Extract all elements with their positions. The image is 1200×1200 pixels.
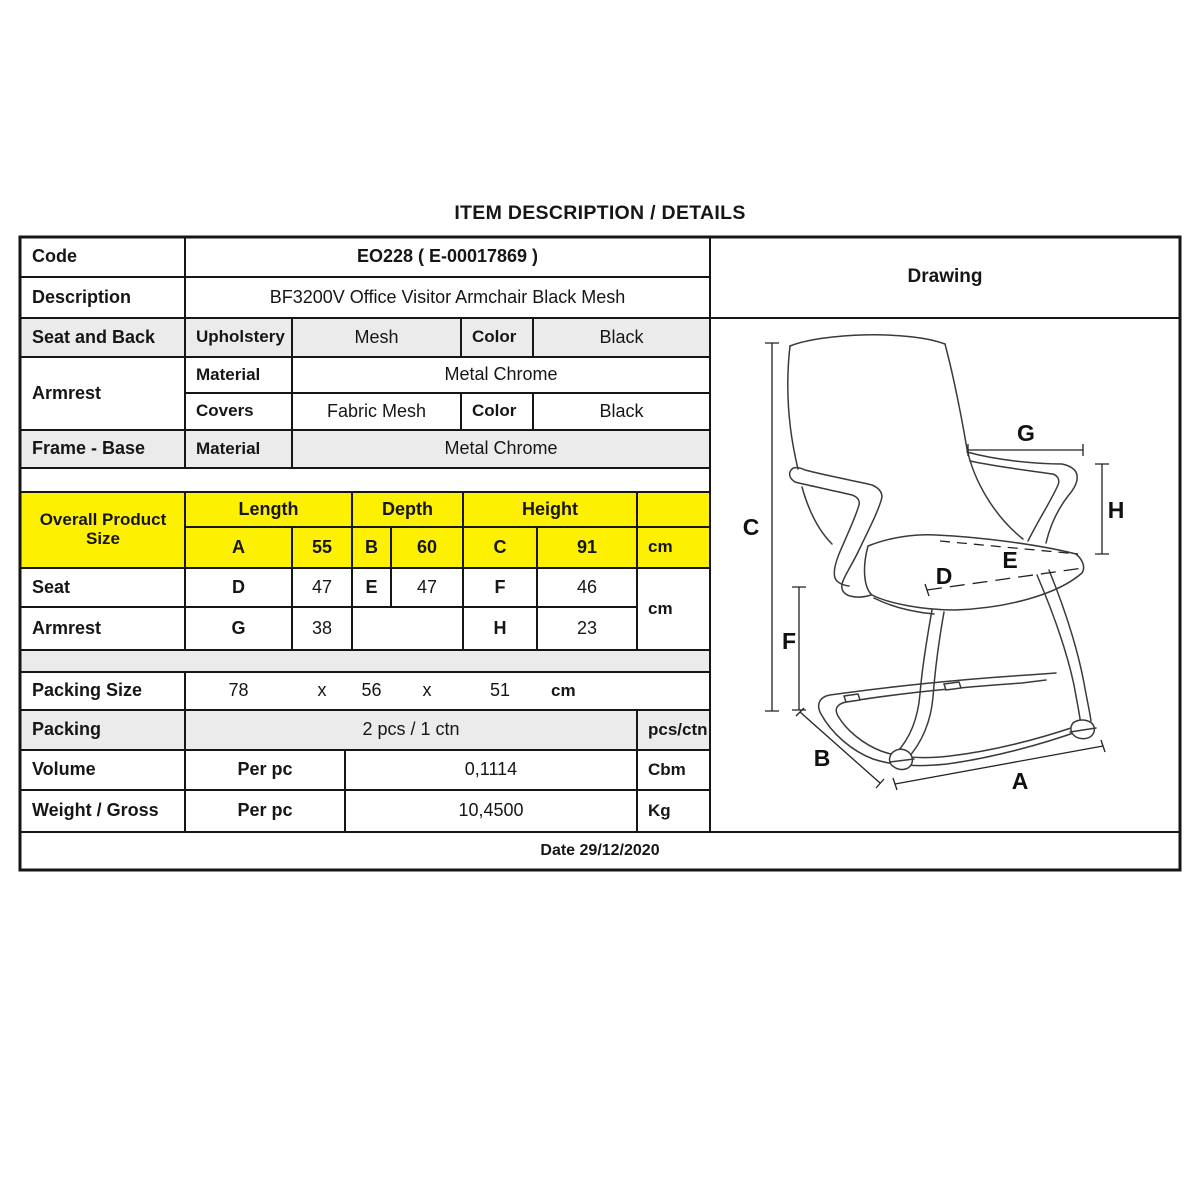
armrest-h-value: 23 <box>576 617 598 638</box>
dim-line-c <box>765 343 779 711</box>
row-bg-spacer <box>20 650 710 672</box>
seat-e-key: E <box>365 576 378 597</box>
overall-a-value: 55 <box>311 536 333 557</box>
armrest-material-label: Material <box>196 364 261 384</box>
armrest-h-key: H <box>493 617 507 638</box>
packing-value: 2 pcs / 1 ctn <box>362 719 460 740</box>
dim-label-g: G <box>1017 420 1035 446</box>
dim-label-e: E <box>1002 547 1018 573</box>
base-inner <box>836 680 1071 758</box>
covers-color-label: Color <box>472 401 517 421</box>
left-armrest <box>792 468 882 597</box>
armrest-dim-label: Armrest <box>32 617 102 638</box>
weight-unit: Kg <box>648 800 671 820</box>
overall-b-key: B <box>365 536 378 557</box>
frame-material-label: Material <box>196 438 261 458</box>
code-value: EO228 ( E-00017869 ) <box>356 246 539 267</box>
overall-unit: cm <box>648 537 673 557</box>
dimension-labels <box>743 420 1125 794</box>
chair-drawing <box>710 318 1180 832</box>
page-title: ITEM DESCRIPTION / DETAILS <box>454 201 746 224</box>
dim-label-d: D <box>935 563 953 589</box>
backrest-left-edge <box>788 346 832 544</box>
frame-base-label: Frame - Base <box>32 438 146 459</box>
volume-value: 0,1114 <box>464 759 518 780</box>
packing-size-sep1: x <box>317 680 327 701</box>
date-stamp: Date 29/12/2020 <box>540 842 660 860</box>
overall-c-key: C <box>493 536 507 557</box>
weight-value: 10,4500 <box>458 800 524 821</box>
packing-size-sep2: x <box>422 680 432 701</box>
upholstery-label: Upholstery <box>196 327 285 347</box>
code-label: Code <box>32 246 77 267</box>
dim-label-h: H <box>1107 497 1125 523</box>
upholstery-value: Mesh <box>354 326 399 347</box>
packing-size-length: 78 <box>228 680 249 701</box>
seat-front-edge <box>874 598 934 614</box>
drawing-header: Drawing <box>907 266 983 288</box>
height-header: Height <box>522 498 578 519</box>
overall-size-label: Overall Product Size <box>39 510 167 548</box>
backrest <box>790 335 945 346</box>
chair-outline <box>788 335 1096 770</box>
dim-label-b: B <box>813 745 831 771</box>
armrest-label: Armrest <box>32 382 102 403</box>
seat-d-key: D <box>232 576 245 597</box>
seat-f-key: F <box>494 576 506 597</box>
covers-color-value: Black <box>599 400 644 421</box>
packing-label: Packing <box>32 719 102 740</box>
armrest-material-value: Metal Chrome <box>444 364 558 385</box>
overall-c-value: 91 <box>576 536 598 557</box>
dim-label-f: F <box>781 628 797 654</box>
volume-unit: Cbm <box>648 759 686 779</box>
seat-e-value: 47 <box>416 576 438 597</box>
frame-material-value: Metal Chrome <box>444 438 558 459</box>
seat-dim-label: Seat <box>32 576 71 597</box>
seat-f-value: 46 <box>576 576 598 597</box>
right-armrest <box>967 452 1077 543</box>
seat-back-label: Seat and Back <box>32 326 156 347</box>
weight-label: Weight / Gross <box>32 800 159 821</box>
covers-label: Covers <box>196 401 254 421</box>
volume-per: Per pc <box>237 759 293 780</box>
description-label: Description <box>32 286 132 307</box>
length-header: Length <box>238 498 299 519</box>
seat-color-value: Black <box>599 326 644 347</box>
packing-size-depth: 56 <box>361 680 382 701</box>
dim-label-a: A <box>1011 768 1029 794</box>
seat-armrest-unit: cm <box>648 598 673 618</box>
weight-per: Per pc <box>237 800 293 821</box>
seat-d-value: 47 <box>311 576 333 597</box>
armrest-g-value: 38 <box>311 617 333 638</box>
covers-value: Fabric Mesh <box>326 400 427 421</box>
overall-a-key: A <box>232 536 245 557</box>
overall-b-value: 60 <box>416 536 438 557</box>
packing-size-label: Packing Size <box>32 680 143 701</box>
right-leg <box>1037 570 1091 726</box>
dim-label-c: C <box>742 514 760 540</box>
backrest-right-edge <box>945 344 1023 539</box>
seat-color-label: Color <box>472 327 517 347</box>
description-value: BF3200V Office Visitor Armchair Black Mesh <box>269 286 626 307</box>
armrest-g-key: G <box>231 617 246 638</box>
packing-size-unit: cm <box>551 680 576 700</box>
packing-unit: pcs/ctn <box>648 719 708 739</box>
volume-label: Volume <box>32 759 96 780</box>
depth-header: Depth <box>382 498 433 519</box>
packing-size-height: 51 <box>489 680 511 701</box>
right-armrest-inner <box>970 461 1059 541</box>
